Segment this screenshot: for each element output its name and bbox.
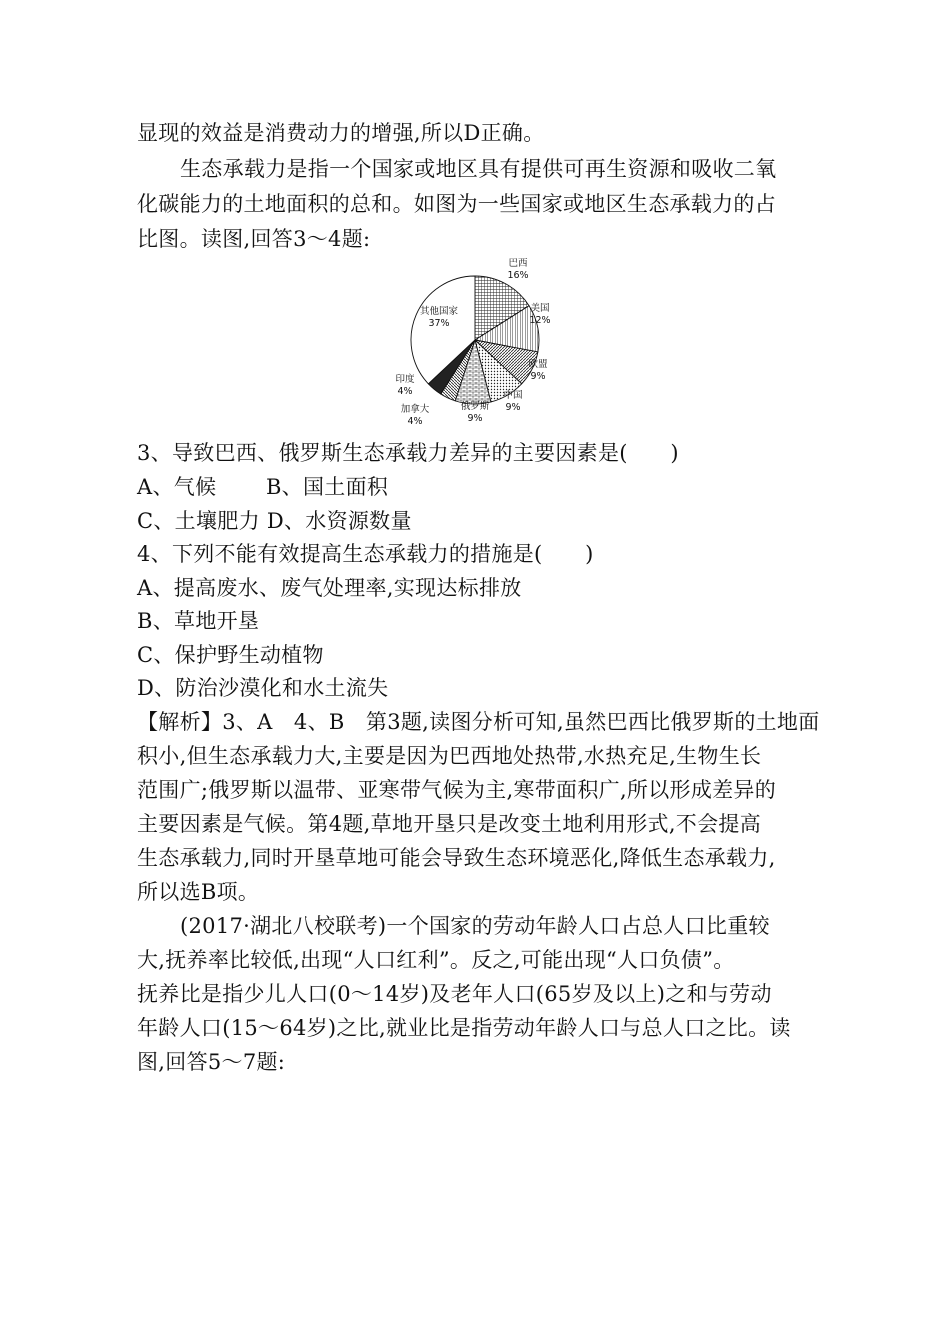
question-4: 4、下列不能有效提高生态承载力的措施是( ) bbox=[137, 542, 594, 566]
option-b: B、草地开垦 bbox=[137, 609, 260, 633]
paragraph-line: 显现的效益是消费动力的增强,所以D正确。 bbox=[137, 121, 545, 145]
analysis-line: 主要因素是气候。第4题,草地开垦只是改变土地利用形式,不会提高 bbox=[137, 812, 762, 836]
paragraph-line: 图,回答5～7题: bbox=[137, 1050, 286, 1074]
option-d: D、防治沙漠化和水土流失 bbox=[137, 676, 389, 700]
analysis-line: 范围广;俄罗斯以温带、亚寒带气候为主,寒带面积广,所以形成差异的 bbox=[137, 778, 777, 802]
paragraph-line: (2017·湖北八校联考)一个国家的劳动年龄人口占总人口比重较 bbox=[180, 914, 770, 938]
slice-value-label: 12% bbox=[529, 315, 551, 326]
option-line: C、土壤肥力 D、水资源数量 bbox=[137, 509, 412, 533]
paragraph-line: 化碳能力的土地面积的总和。如图为一些国家或地区生态承载力的占 bbox=[137, 192, 776, 216]
slice-name-label: 巴西 bbox=[508, 258, 528, 269]
slice-name-label: 俄罗斯 bbox=[460, 401, 490, 412]
question-3: 3、导致巴西、俄罗斯生态承载力差异的主要因素是( ) bbox=[137, 441, 679, 465]
paragraph-line: 抚养比是指少儿人口(0～14岁)及老年人口(65岁及以上)之和与劳动 bbox=[137, 982, 772, 1006]
slice-value-label: 16% bbox=[507, 270, 529, 281]
pie-chart bbox=[385, 250, 570, 435]
analysis-line: 【解析】3、A 4、B 第3题,读图分析可知,虽然巴西比俄罗斯的土地面 bbox=[137, 710, 820, 734]
option-line: A、气候 B、国土面积 bbox=[137, 475, 389, 499]
pie-chart-svg bbox=[385, 250, 570, 435]
paragraph-line: 比图。读图,回答3～4题: bbox=[137, 227, 371, 251]
pie-slices bbox=[411, 276, 539, 404]
slice-value-label: 9% bbox=[505, 402, 521, 413]
slice-name-label: 欧盟 bbox=[528, 359, 548, 370]
slice-name-label: 其他国家 bbox=[419, 306, 459, 317]
slice-name-label: 中国 bbox=[503, 390, 523, 401]
slice-name-label: 印度 bbox=[395, 374, 415, 385]
analysis-line: 积小,但生态承载力大,主要是因为巴西地处热带,水热充足,生物生长 bbox=[137, 744, 762, 768]
slice-value-label: 4% bbox=[397, 386, 413, 397]
option-a: A、提高废水、废气处理率,实现达标排放 bbox=[137, 576, 522, 600]
paragraph-line: 生态承载力是指一个国家或地区具有提供可再生资源和吸收二氧 bbox=[180, 157, 777, 181]
slice-value-label: 4% bbox=[407, 416, 423, 427]
paragraph-line: 大,抚养率比较低,出现“人口红利”。反之,可能出现“人口负债”。 bbox=[137, 948, 735, 972]
slice-value-label: 9% bbox=[467, 413, 483, 424]
option-c: C、保护野生动植物 bbox=[137, 643, 324, 667]
slice-name-label: 加拿大 bbox=[400, 404, 430, 415]
analysis-line: 所以选B项。 bbox=[137, 880, 260, 904]
analysis-line: 生态承载力,同时开垦草地可能会导致生态环境恶化,降低生态承载力, bbox=[137, 846, 776, 870]
paragraph-line: 年龄人口(15～64岁)之比,就业比是指劳动年龄人口与总人口之比。读 bbox=[137, 1016, 791, 1040]
slice-value-label: 9% bbox=[530, 371, 546, 382]
slice-name-label: 美国 bbox=[530, 303, 550, 314]
slice-value-label: 37% bbox=[428, 318, 450, 329]
